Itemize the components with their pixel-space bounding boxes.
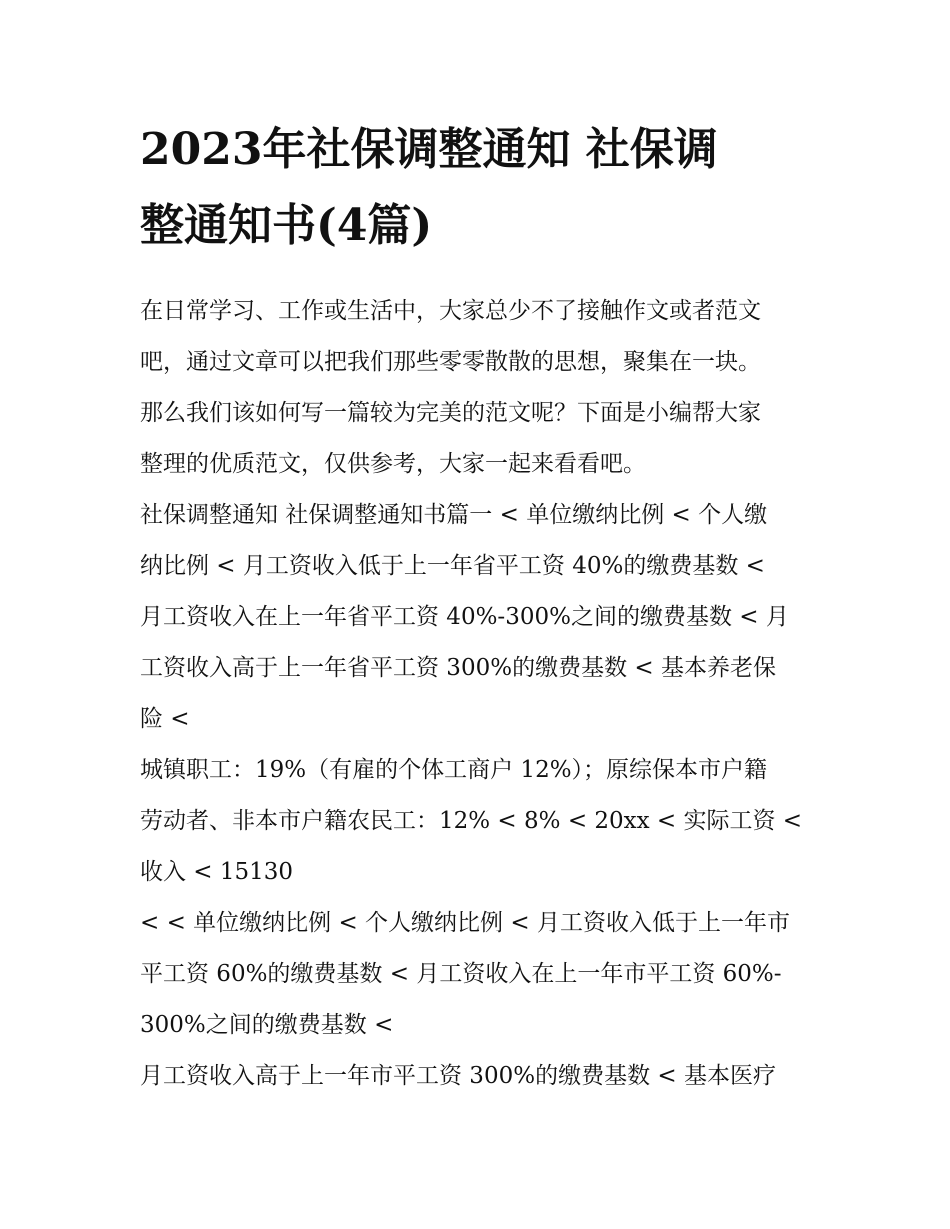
text-line: 工资收入高于上一年省平工资 300%的缴费基数 < 基本养老保 [140, 655, 776, 681]
text-line: 月工资收入高于上一年市平工资 300%的缴费基数 < 基本医疗 [140, 1063, 776, 1089]
body-paragraph [140, 1051, 812, 1102]
document-page [140, 112, 812, 1102]
document-title [140, 112, 812, 264]
body-paragraph [140, 745, 812, 898]
text-line: 平工资 60%的缴费基数 < 月工资收入在上一年市平工资 60%- [140, 961, 782, 987]
title-line: 整通知书(4篇) [140, 200, 433, 251]
text-line: 险 < [140, 706, 190, 732]
text-line: 纳比例 < 月工资收入低于上一年省平工资 40%的缴费基数 < [140, 553, 765, 579]
title-line: 2023年社保调整通知 社保调 [140, 124, 718, 175]
text-line: 城镇职工：19%（有雇的个体工商户 12%）；原综保本市户籍 [140, 757, 768, 783]
body-paragraph [140, 490, 812, 745]
text-line: 劳动者、非本市户籍农民工：12% < 8% < 20xx < 实际工资 < [140, 808, 803, 834]
text-line: 在日常学习、工作或生活中，大家总少不了接触作文或者范文 [140, 298, 761, 324]
body-paragraph [140, 898, 812, 1051]
text-line: < < 单位缴纳比例 < 个人缴纳比例 < 月工资收入低于上一年市 [140, 910, 790, 936]
text-line: 吧，通过文章可以把我们那些零零散散的思想，聚集在一块。 [140, 349, 761, 375]
intro-paragraph [140, 286, 812, 490]
text-line: 收入 < 15130 [140, 859, 294, 885]
text-line: 300%之间的缴费基数 < [140, 1012, 394, 1038]
text-line: 那么我们该如何写一篇较为完美的范文呢？下面是小编帮大家 [140, 400, 761, 426]
text-line: 社保调整通知 社保调整通知书篇一 < 单位缴纳比例 < 个人缴 [140, 502, 768, 528]
text-line: 整理的优质范文，仅供参考，大家一起来看看吧。 [140, 451, 646, 477]
text-line: 月工资收入在上一年省平工资 40%-300%之间的缴费基数 < 月 [140, 604, 789, 630]
